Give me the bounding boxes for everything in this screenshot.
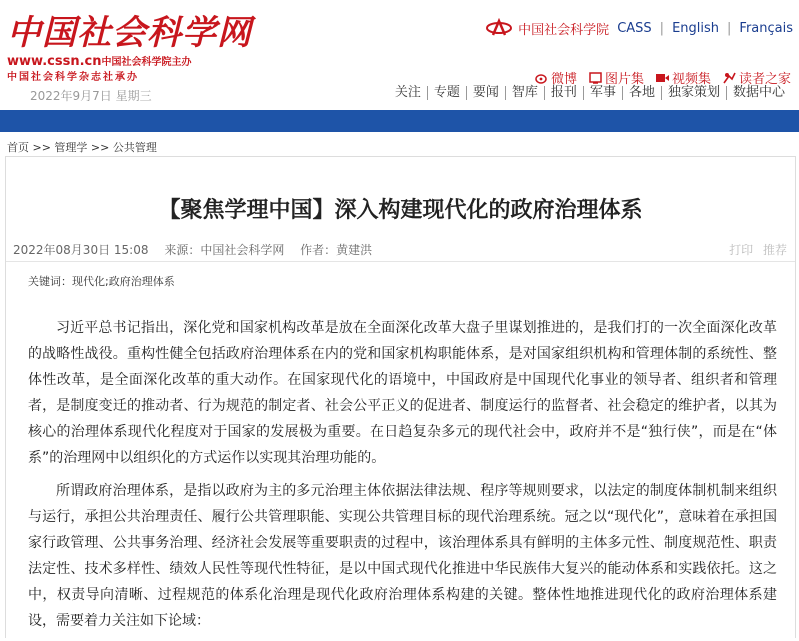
breadcrumb[interactable]: 首页 >> 管理学 >> 公共管理 [7,141,157,154]
site-logo[interactable] [7,14,252,85]
site-header [0,0,799,108]
logo-name: 中国社会科学网 [7,13,252,53]
article-tools [723,241,787,258]
nav-bar [0,110,799,132]
article-keywords: 关键词：现代化;政府治理体系 [28,275,175,288]
nav-item[interactable]: 要闻 [466,86,505,100]
current-date: 2022年9月7日 星期三 [30,89,152,103]
nav-item[interactable]: 数据中心 [726,86,791,100]
logo-url: www.cssn.cn [7,54,102,69]
article-source: 来源：中国社会科学网 [164,243,285,257]
picture-icon [589,72,602,84]
article-container [5,156,796,638]
weibo-label: 微博 [550,72,577,87]
logo-url-tag: 中国社会科学院主办 [101,57,192,68]
francais-link[interactable]: Français [739,20,793,36]
article-author: 作者：黄建洪 [300,243,373,257]
reader-icon [723,72,736,84]
cass-link[interactable]: CASS [617,20,652,36]
cass-name-link[interactable]: 中国社会科学院 [518,22,610,38]
article-datetime: 2022年08月30日 15:08 [13,243,149,257]
video-icon [656,72,669,84]
cass-logo-icon [486,18,512,38]
logo-url-line [7,54,252,71]
weibo-icon [535,72,548,84]
article-paragraph: 习近平总书记指出，深化党和国家机构改革是放在全面深化改革大盘子里谋划推进的，是我们打的一次全面深化改革的战略性战役。重构性健全包括政府治理体系在内的党和国家机构职能体系，是对国家组织机构和管理体制的系统性、整体性改革，是全面深化改革的重大动作。在国家现代化的语境中，中国政府是中国现代化事业的领导者、组织者和管理者，是制度变迁的推动者、行为规范的制定者、社会公平正义的促进者、制度运行的监督者、社会稳定的维护者，以其为核心的治理体系现代化程度对于国家的发展极为重要。在日趋复杂多元的现代社会中，政府并不是“独行侠”，而是在“体系”的治理网中以组织化的方式运作以实现其治理功能的。 [28,320,777,466]
print-button[interactable]: 打印 [729,243,754,257]
article-meta [13,241,384,258]
nav-item[interactable]: 关注 [394,85,421,100]
nav-item[interactable]: 各地 [622,86,661,100]
divider [6,261,795,262]
nav-item[interactable]: 智库 [505,86,544,100]
separator: | [659,20,665,36]
nav-item[interactable]: 报刊 [544,86,583,100]
article-title: 【聚焦学理中国】深入构建现代化的政府治理体系 [158,198,643,223]
article-body [28,315,777,641]
nav-item[interactable]: 专题 [427,86,466,100]
shipin-label: 视频集 [671,72,711,87]
nav-item[interactable]: 军事 [583,86,622,100]
recommend-button[interactable]: 推荐 [762,243,787,257]
article-paragraph: 所谓政府治理体系，是指以政府为主的多元治理主体依据法律法规、程序等规则要求，以法定的制度体制机制来组织与运行，承担公共治理责任、履行公共管理职能、实现公共管理目标的现代治理系统。冠之以“现代化”，意味着在承担国家行政管理、公共事务治理、经济社会发展等重要职责的过程中，该治理体系具有鲜明的主体多元性、制度规范性、职责法定性、技术多样性、绩效人民性等现代性特征，是以中国式现代化推进中华民族伟大复兴的能动体系和实践依托。这之中，权责导向清晰、过程规范的体系化治理是现代化政府治理体系构建的关键。整体性地推进现代化的政府治理体系建设，需要着力关注如下论域： [28,483,777,629]
top-links [486,18,793,38]
tuji-label: 图片集 [604,72,644,87]
main-nav [389,86,791,100]
nav-item[interactable]: 独家策划 [661,86,726,100]
separator: | [727,20,732,36]
duzhe-label: 读者之家 [738,72,791,87]
english-link[interactable]: English [672,20,720,36]
logo-sub: 中国社会科学杂志社承办 [7,72,139,83]
